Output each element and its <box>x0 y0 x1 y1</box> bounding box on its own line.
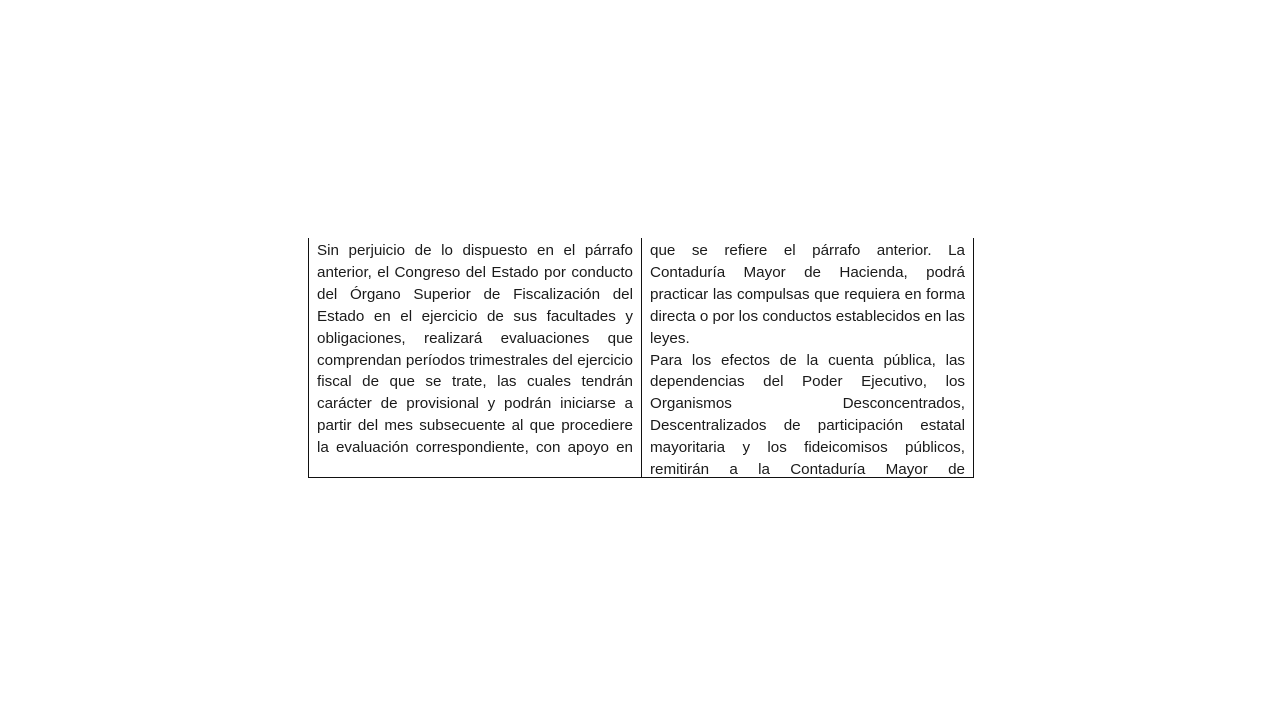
right-paragraph-2: Para los efectos de la cuenta pública, las dependencias del Poder Ejecutivo, los Organismos Desconcentrados, Descentralizados de participación estatal mayoritaria y los fideicomisos públicos, remitirán a la Contaduría Mayor de <box>650 351 965 477</box>
right-paragraph-1: que se refiere el párrafo anterior. La Contaduría Mayor de Hacienda, podrá practicar las compulsas que requiera en forma directa o por los conductos establecidos en las leyes. <box>650 242 965 347</box>
document-table <box>308 238 974 478</box>
left-column <box>309 238 642 477</box>
right-column <box>642 238 973 477</box>
left-paragraph-1: Sin perjuicio de lo dispuesto en el párrafo anterior, el Congreso del Estado por conducto del Órgano Superior de Fiscalización del Estado en el ejercicio de sus facultades y obligaciones, realizará evaluaciones que comprendan períodos trimestrales del ejercicio fiscal de que se trate, las cuales tendrán carácter de provisional y podrán iniciarse a partir del mes subsecuente al que procediere la evaluación correspondiente, con apoyo en <box>317 242 633 457</box>
